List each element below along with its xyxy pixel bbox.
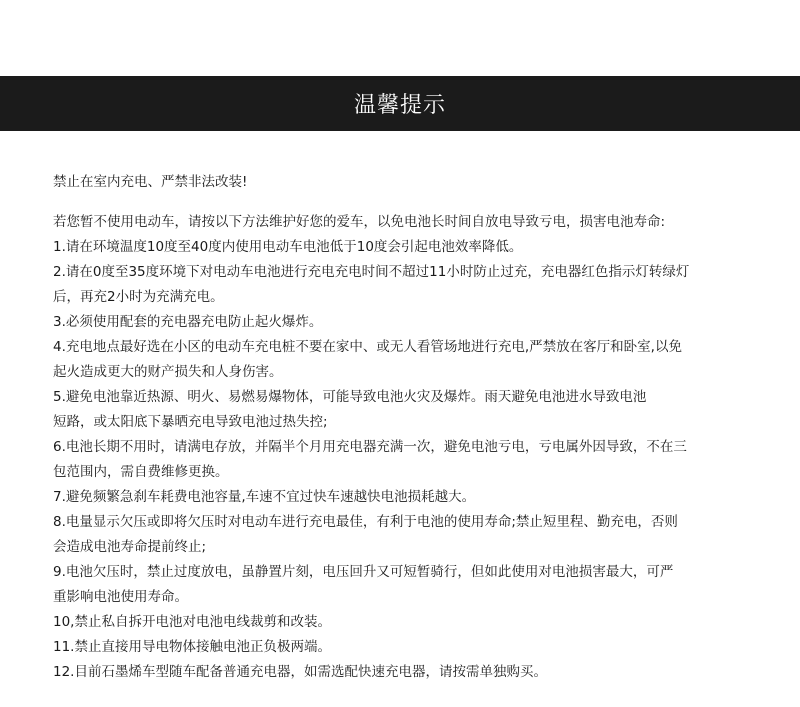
notice-item-line: 8.电量显示欠压或即将欠压时对电动车进行充电最佳，有利于电池的使用寿命;禁止短里程、勤充电，否则 — [53, 514, 678, 530]
notice-item-line: 12.目前石墨烯车型随车配备普通充电器，如需选配快速充电器，请按需单独购买。 — [53, 664, 547, 680]
notice-item-line: 重影响电池使用寿命。 — [53, 589, 188, 605]
notice-item-line: 6.电池长期不用时，请满电存放，并隔半个月用充电器充满一次，避免电池亏电，亏电属外因导致，不在三 — [53, 439, 687, 455]
notice-item-line: 起火造成更大的财产损失和人身伤害。 — [53, 364, 283, 380]
page-title: 温馨提示 — [353, 93, 446, 118]
notice-item-line: 短路，或太阳底下暴晒充电导致电池过热失控; — [53, 414, 328, 430]
notice-item-line: 会造成电池寿命提前终止; — [53, 539, 207, 555]
notice-item — [53, 435, 773, 485]
notice-content — [53, 170, 773, 685]
notice-item — [53, 485, 773, 510]
notice-item — [53, 510, 773, 560]
title-banner — [0, 76, 800, 131]
notice-item — [53, 260, 773, 310]
intro-text: 若您暂不使用电动车，请按以下方法维护好您的爱车，以免电池长时间自放电导致亏电，损害电池寿命: — [53, 214, 666, 230]
notice-item-line: 9.电池欠压时，禁止过度放电，虽静置片刻，电压回升又可短暂骑行，但如此使用对电池损害最大，可严 — [53, 564, 674, 580]
notice-item — [53, 385, 773, 435]
notice-item-line: 11.禁止直接用导电物体接触电池正负极两端。 — [53, 639, 331, 655]
notice-item-line: 4.充电地点最好选在小区的电动车充电桩不要在家中、或无人看管场地进行充电,严禁放在客厅和卧室,以免 — [53, 339, 682, 355]
notice-item-line: 7.避免频繁急刹车耗费电池容量,车速不宜过快车速越快电池损耗越大。 — [53, 489, 476, 505]
notice-item-line: 10,禁止私自拆开电池对电池电线裁剪和改装。 — [53, 614, 331, 630]
notice-item-line: 后，再充2小时为充满充电。 — [53, 289, 224, 305]
notice-item — [53, 610, 773, 635]
warning-text: 禁止在室内充电、严禁非法改装! — [53, 174, 248, 190]
notice-item-line: 5.避免电池靠近热源、明火、易燃易爆物体，可能导致电池火灾及爆炸。雨天避免电池进水导致电池 — [53, 389, 647, 405]
notice-item — [53, 660, 773, 685]
notice-item-line: 包范围内，需自费维修更换。 — [53, 464, 229, 480]
notice-item-line: 1.请在环境温度10度至40度内使用电动车电池低于10度会引起电池效率降低。 — [53, 239, 523, 255]
notice-item — [53, 235, 773, 260]
notice-list — [53, 235, 773, 685]
notice-item-line: 2.请在0度至35度环境下对电动车电池进行充电充电时间不超过11小时防止过充，充电器红色指示灯转绿灯 — [53, 264, 690, 280]
notice-item-line: 3.必须使用配套的充电器充电防止起火爆炸。 — [53, 314, 323, 330]
notice-item — [53, 560, 773, 610]
notice-item — [53, 335, 773, 385]
notice-item — [53, 635, 773, 660]
notice-item — [53, 310, 773, 335]
